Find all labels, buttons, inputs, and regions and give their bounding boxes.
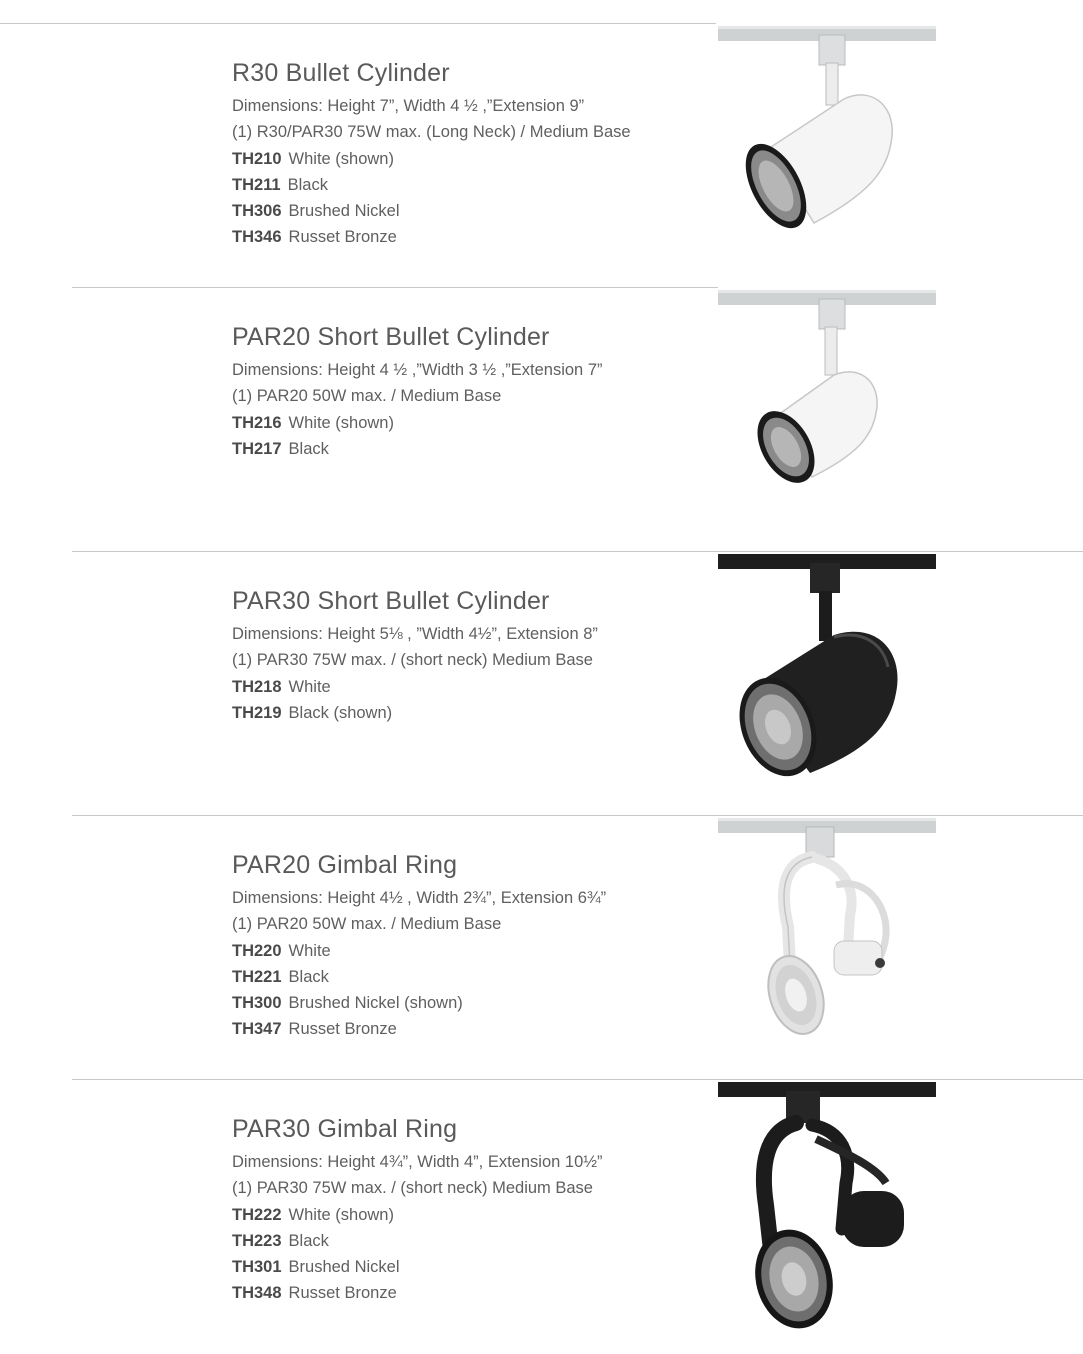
variant-row [232,700,702,726]
product-text [232,1113,702,1307]
product-dimensions: Dimensions: Height 5⅛ , ”Width 4½”, Extension 8” [232,625,598,643]
bullet-cylinder-white-icon [716,23,938,285]
variant-row [232,674,702,700]
product-dimensions: Dimensions: Height 7”, Width 4 ½ ,”Extension 9” [232,97,585,115]
variant-row [232,1254,702,1280]
product-title: PAR30 Gimbal Ring [232,1115,458,1143]
product-section [0,815,1083,1077]
gimbal-ring-black-icon [716,1079,938,1341]
product-lamp-spec: (1) R30/PAR30 75W max. (Long Neck) / Medium Base [232,123,631,142]
variant-label: Black (shown) [288,703,393,722]
product-title: PAR20 Gimbal Ring [232,851,458,879]
variant-row [232,964,702,990]
product-section [0,1079,1083,1341]
variant-sku: TH211 [232,175,281,194]
variant-sku: TH223 [232,1231,282,1250]
variant-sku: TH217 [232,439,282,458]
variant-row [232,1228,702,1254]
product-lamp-spec: (1) PAR30 75W max. / (short neck) Medium Base [232,1179,593,1198]
variant-row [232,1016,702,1042]
short-bullet-white-icon [716,287,938,549]
product-text [232,321,702,462]
product-dimensions: Dimensions: Height 4½ , Width 2¾”, Extension 6¾” [232,889,607,907]
product-title: PAR30 Short Bullet Cylinder [232,587,550,615]
variant-label: Black [288,1231,329,1250]
variant-row [232,146,702,172]
variant-sku: TH218 [232,677,282,696]
variant-sku: TH346 [232,228,282,247]
variant-label: Brushed Nickel (shown) [288,994,463,1013]
product-section [0,23,1083,285]
product-dimensions: Dimensions: Height 4¾”, Width 4”, Extension 10½” [232,1153,603,1171]
product-lamp-spec: (1) PAR20 50W max. / Medium Base [232,387,502,406]
product-title: PAR20 Short Bullet Cylinder [232,323,550,351]
variant-label: Black [288,439,329,458]
variant-row [232,198,702,224]
variant-label: Brushed Nickel [288,1258,400,1277]
product-title: R30 Bullet Cylinder [232,59,450,87]
variant-sku: TH222 [232,1205,282,1224]
variant-sku: TH220 [232,941,282,960]
variant-row [232,1280,702,1306]
gimbal-ring-nickel-icon [716,815,938,1077]
variant-sku: TH210 [232,149,282,168]
variant-label: Russet Bronze [288,1284,397,1303]
variant-label: White (shown) [288,413,394,432]
variant-label: White [288,941,331,960]
variant-sku: TH216 [232,413,282,432]
product-lamp-spec: (1) PAR20 50W max. / Medium Base [232,915,502,934]
variant-row [232,410,702,436]
variant-sku: TH301 [232,1258,282,1277]
variant-sku: TH348 [232,1284,282,1303]
product-section [0,287,1083,549]
product-dimensions: Dimensions: Height 4 ½ ,”Width 3 ½ ,”Extension 7” [232,361,603,379]
variant-row [232,224,702,250]
variant-sku: TH221 [232,967,282,986]
product-text [232,57,702,251]
variant-label: White (shown) [288,1205,394,1224]
variant-sku: TH300 [232,994,282,1013]
variant-sku: TH347 [232,1020,282,1039]
variant-label: White [288,677,331,696]
variant-label: White (shown) [288,149,394,168]
variant-label: Russet Bronze [288,228,397,247]
variant-label: Black [287,175,328,194]
short-bullet-black-icon [716,551,938,813]
product-text [232,849,702,1043]
variant-row [232,172,702,198]
variant-sku: TH219 [232,703,282,722]
product-text [232,585,702,726]
variant-label: Black [288,967,329,986]
variant-row [232,436,702,462]
variant-row [232,938,702,964]
variant-label: Russet Bronze [288,1020,397,1039]
variant-label: Brushed Nickel [288,202,400,221]
variant-sku: TH306 [232,202,282,221]
product-lamp-spec: (1) PAR30 75W max. / (short neck) Medium Base [232,651,593,670]
product-section [0,551,1083,813]
variant-row [232,1202,702,1228]
variant-row [232,990,702,1016]
